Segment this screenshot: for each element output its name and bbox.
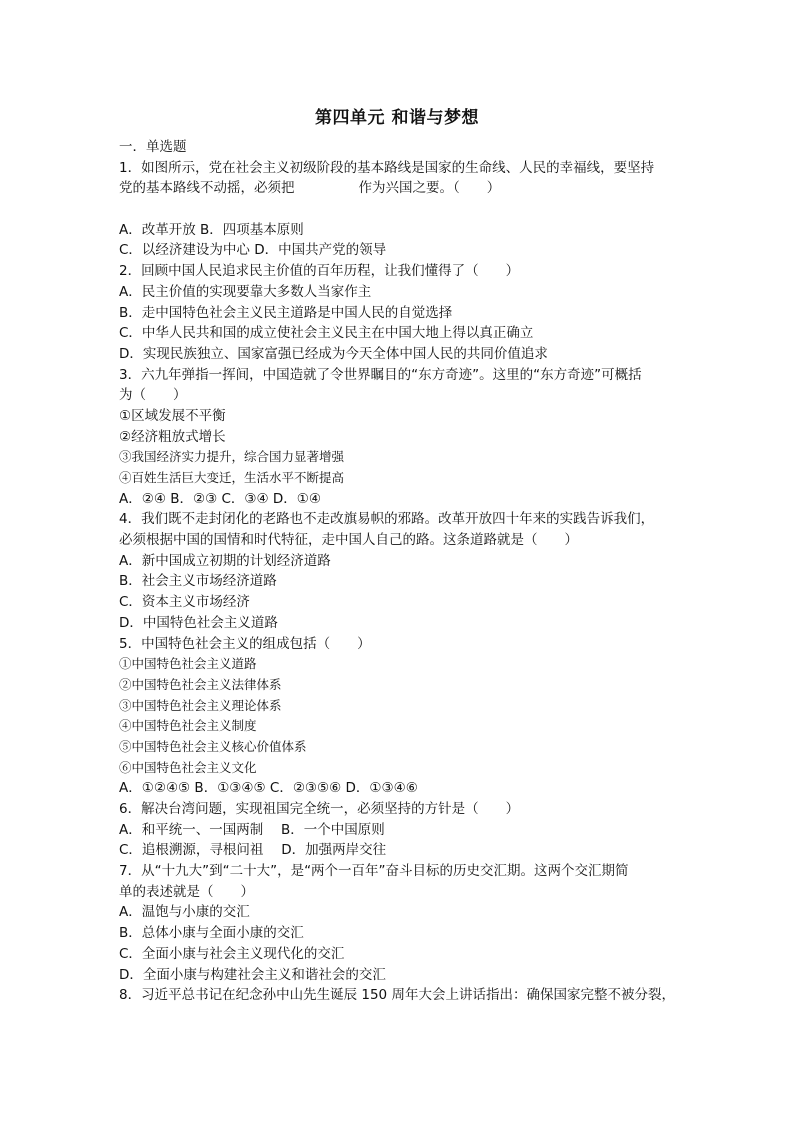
question-4-stem-line-1: 4．我们既不走封闭化的老路也不走改旗易帜的邪路。改革开放四十年来的实践告诉我们， (119, 511, 655, 528)
question-3-options: A．②④ B．②③ C．③④ D．①④ (119, 490, 322, 507)
question-4-option-d: D．中国特色社会主义道路 (119, 614, 278, 631)
question-3-item-2: ②经济粗放式增长 (119, 428, 226, 445)
question-7-option-c: C．全面小康与社会主义现代化的交汇 (119, 945, 345, 962)
question-2-option-d: D．实现民族独立、国家富强已经成为今天全体中国人民的共同价值追求 (119, 345, 548, 362)
question-7-stem-line-1: 7．从“十九大”到“二十大”，是“两个一百年”奋斗目标的历史交汇期。这两个交汇期简 (119, 863, 629, 880)
question-4-stem-line-2: 必须根据中国的国情和时代特征，走中国人自己的路。这条道路就是（ ） (119, 532, 578, 549)
question-5-item-6: ⑥中国特色社会主义文化 (119, 759, 257, 775)
question-7-option-d: D．全面小康与构建社会主义和谐社会的交汇 (119, 966, 386, 983)
question-1-stem-line-2 (119, 178, 685, 199)
question-5-item-3: ③中国特色社会主义理论体系 (119, 697, 282, 713)
question-5-stem: 5．中国特色社会主义的组成包括（ ） (119, 635, 371, 652)
question-5-options: A．①②④⑤ B．①③④⑤ C．②③⑤⑥ D．①③④⑥ (119, 780, 418, 797)
question-3-item-3: ③我国经济实力提升，综合国力显著增强 (119, 449, 345, 465)
question-4-option-a: A．新中国成立初期的计划经济道路 (119, 552, 331, 569)
question-8-stem-line-1: 8．习近平总书记在纪念孙中山先生诞辰 150 周年大会上讲话指出：确保国家完整不被分裂， (119, 987, 675, 1004)
section-heading: 一．单选题 (119, 139, 187, 155)
question-1-options-line-1: A．改革开放 B．四项基本原则 (119, 221, 304, 238)
question-1-stem-part-b: 作为兴国之要。（ ） (358, 180, 501, 197)
question-7-option-b: B．总体小康与全面小康的交汇 (119, 925, 304, 942)
question-1-stem-line-1: 1．如图所示，党在社会主义初级阶段的基本路线是国家的生命线、人民的幸福线，要坚持 (119, 159, 655, 176)
question-3-item-1: ①区域发展不平衡 (119, 407, 226, 424)
question-7-stem-line-2: 单的表述就是（ ） (119, 883, 254, 900)
blank-line (119, 199, 685, 220)
question-3-item-4: ④百姓生活巨大变迁，生活水平不断提高 (119, 470, 345, 485)
question-6-options-line-2: C．追根溯源，寻根问祖 D．加强两岸交往 (119, 842, 387, 859)
question-1-options-line-2: C．以经济建设为中心 D．中国共产党的领导 (119, 242, 387, 259)
question-6-stem: 6．解决台湾问题，实现祖国完全统一，必须坚持的方针是（ ） (119, 801, 520, 817)
question-5-item-4: ④中国特色社会主义制度 (119, 718, 257, 734)
question-5-item-2: ②中国特色社会主义法律体系 (119, 676, 282, 692)
question-5-item-1: ①中国特色社会主义道路 (119, 656, 257, 672)
question-2-option-b: B．走中国特色社会主义民主道路是中国人民的自觉选择 (119, 304, 453, 321)
question-2-option-a: A．民主价值的实现要靠大多数人当家作主 (119, 283, 372, 300)
question-7-option-a: A．温饱与小康的交汇 (119, 904, 250, 921)
page-title: 第四单元 和谐与梦想 (315, 108, 479, 128)
question-3-stem-line-1: 3．六九年弹指一挥间，中国造就了令世界瞩目的“东方奇迹”。这里的“东方奇迹”可概括 (119, 366, 642, 383)
question-2-stem: 2．回顾中国人民追求民主价值的百年历程，让我们懂得了（ ） (119, 263, 520, 280)
question-2-option-c: C．中华人民共和国的成立使社会主义民主在中国大地上得以真正确立 (119, 325, 534, 342)
question-6-options-line-1: A．和平统一、一国两制 B．一个中国原则 (119, 821, 385, 838)
question-3-stem-line-2: 为（ ） (119, 387, 187, 404)
question-list (119, 137, 685, 1006)
question-5-item-5: ⑤中国特色社会主义核心价值体系 (119, 738, 307, 754)
question-1-stem-part-a: 党的基本路线不动摇，必须把 (119, 180, 295, 197)
question-4-option-b: B．社会主义市场经济道路 (119, 573, 277, 590)
question-4-option-c: C．资本主义市场经济 (119, 594, 250, 611)
